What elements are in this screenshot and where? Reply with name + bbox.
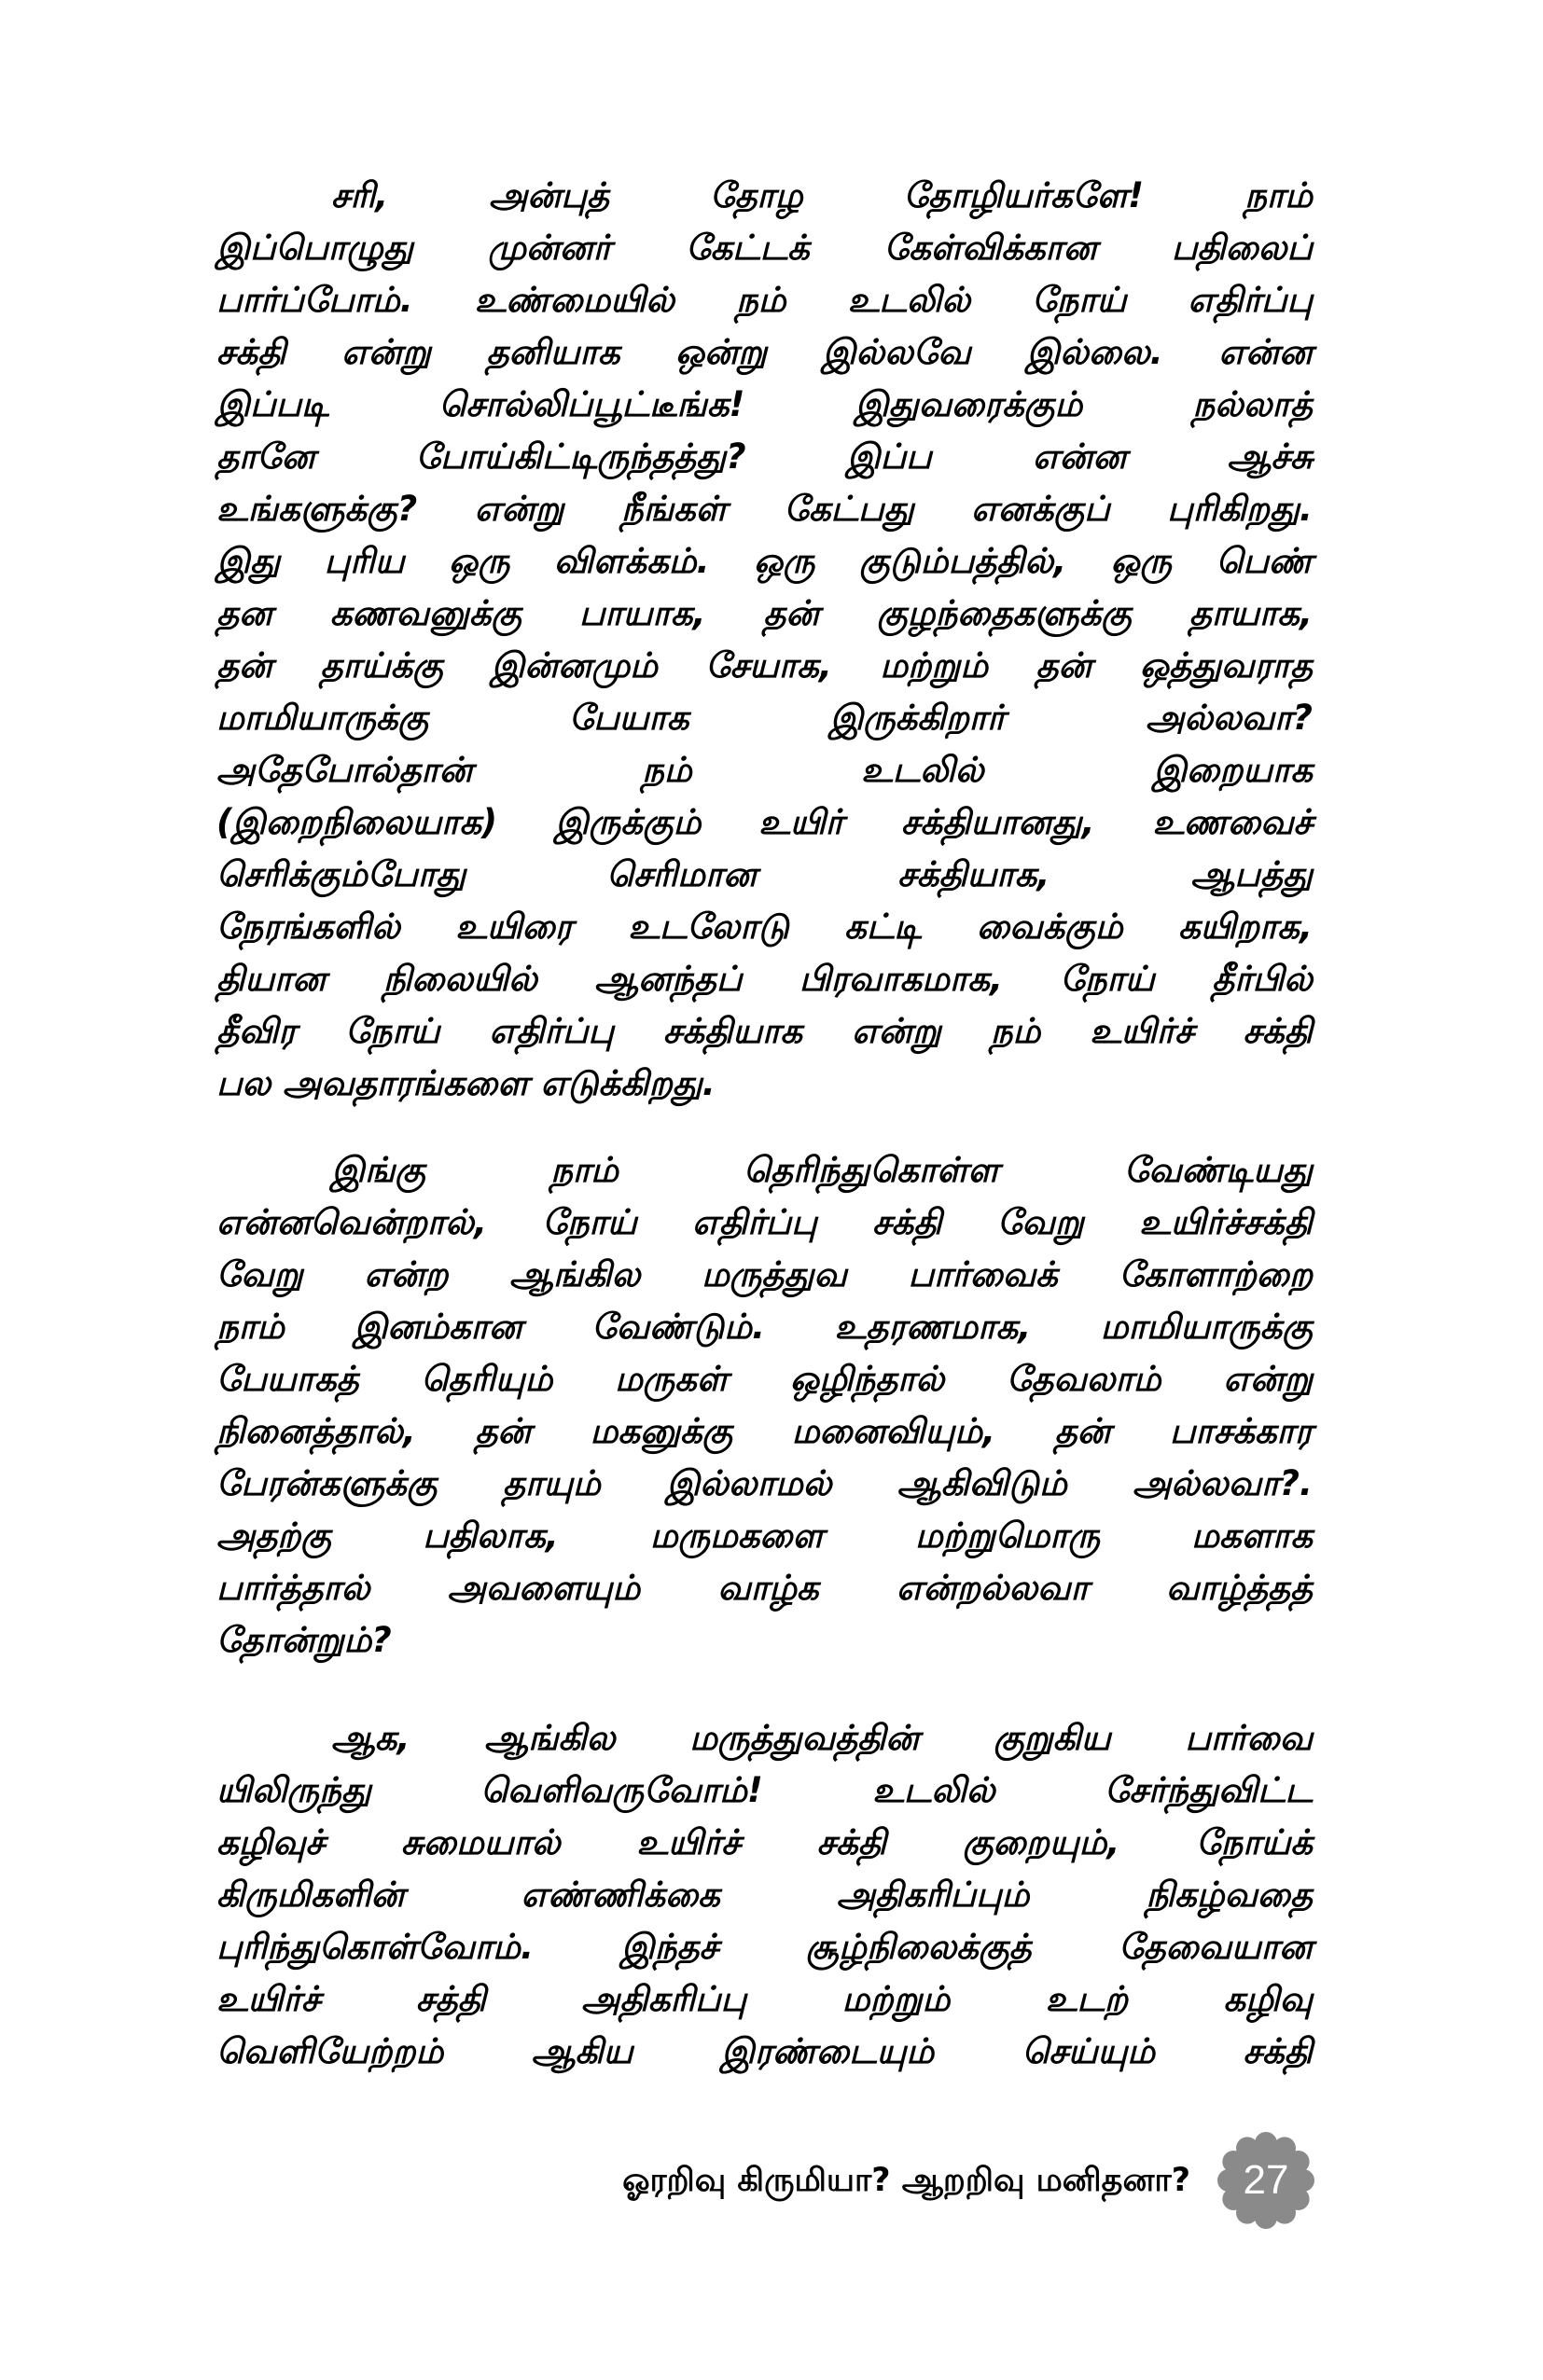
text-line: பேயாகத் தெரியும் மருகள் ஒழிந்தால் தேவலாம் என்று bbox=[216, 1359, 1313, 1399]
text-line: புரிந்துகொள்வோம். இந்தச் சூழ்நிலைக்குத் தேவையான bbox=[216, 1927, 1313, 1967]
text-line: பல அவதாரங்களை எடுக்கிறது. bbox=[216, 1063, 716, 1103]
text-line: தன் தாய்க்கு இன்னமும் சேயாக, மற்றும் தன் ஒத்துவராத bbox=[216, 645, 1313, 685]
text-line: இப்பொழுது முன்னர் கேட்டக் கேள்விக்கான பதிலைப் bbox=[216, 228, 1313, 268]
text-line: தோன்றும்? bbox=[216, 1620, 392, 1660]
text-line: நாம் இனம்கான வேண்டும். உதரணமாக, மாமியாருக்கு bbox=[216, 1307, 1313, 1347]
text-line: பார்த்தால் அவளையும் வாழ்க என்றல்லவா வாழ்த்தத் bbox=[216, 1568, 1313, 1608]
text-line: கழிவுச் சுமையால் உயிர்ச் சக்தி குறையும், நோய்க் bbox=[216, 1822, 1313, 1862]
text-line: பார்ப்போம். உண்மையில் நம் உடலில் நோய் எதிர்ப்பு bbox=[216, 280, 1313, 320]
paragraph-1 bbox=[216, 170, 1313, 1110]
book-title: ஓரறிவு கிருமியா? ஆறறிவு மனிதனா? bbox=[622, 2162, 1190, 2199]
text-line: கிருமிகளின் எண்ணிக்கை அதிகரிப்பும் நிகழ்வதை bbox=[216, 1875, 1313, 1915]
page-number: 27 bbox=[1243, 2157, 1289, 2203]
text-line: நினைத்தால், தன் மகனுக்கு மனைவியும், தன் பாசக்கார bbox=[216, 1411, 1313, 1451]
text-line: உயிர்ச் சத்தி அதிகரிப்பு மற்றும் உடற் கழிவு bbox=[216, 1979, 1313, 2019]
text-line: (இறைநிலையாக) இருக்கும் உயிர் சக்தியானது, உணவைச் bbox=[216, 802, 1313, 842]
text-line: இப்படி சொல்லிப்பூட்டீங்க! இதுவரைக்கும் நல்லாத் bbox=[216, 384, 1313, 424]
text-line: வெளியேற்றம் ஆகிய இரண்டையும் செய்யும் சக்தி bbox=[216, 2031, 1313, 2071]
text-line: தன கணவனுக்கு பாயாக, தன் குழந்தைகளுக்கு தாயாக, bbox=[216, 593, 1313, 633]
text-line: இங்கு நாம் தெரிந்துகொள்ள வேண்டியது bbox=[331, 1150, 1313, 1190]
text-line: அதற்கு பதிலாக, மருமகளை மற்றுமொரு மகளாக bbox=[216, 1515, 1313, 1556]
text-line: சக்தி என்று தனியாக ஒன்று இல்லவே இல்லை. என்ன bbox=[216, 332, 1313, 372]
text-line: சரி, அன்புத் தோழ தோழியர்களே! நாம் bbox=[331, 175, 1313, 215]
text-line: நேரங்களில் உயிரை உடலோடு கட்டி வைக்கும் கயிறாக, bbox=[216, 906, 1313, 947]
paragraph-2 bbox=[216, 1144, 1313, 1667]
text-line: உங்களுக்கு? என்று நீங்கள் கேட்பது எனக்குப் புரிகிறது. bbox=[216, 489, 1313, 529]
text-line: செரிக்கும்போது செரிமான சக்தியாக, ஆபத்து bbox=[216, 854, 1313, 894]
text-line: அதேபோல்தான் நம் உடலில் இறையாக bbox=[216, 750, 1313, 790]
text-line: என்னவென்றால், நோய் எதிர்ப்பு சக்தி வேறு உயிர்ச்சக்தி bbox=[216, 1202, 1313, 1242]
page-footer bbox=[0, 2131, 1543, 2234]
page-number-badge bbox=[1216, 2131, 1315, 2230]
text-line: யிலிருந்து வெளிவருவோம்! உடலில் சேர்ந்துவிட்ட bbox=[216, 1770, 1313, 1810]
text-line: ஆக, ஆங்கில மருத்துவத்தின் குறுகிய பார்வை bbox=[331, 1718, 1313, 1758]
text-line: மாமியாருக்கு பேயாக இருக்கிறார் அல்லவா? bbox=[216, 698, 1313, 738]
text-line: பேரன்களுக்கு தாயும் இல்லாமல் ஆகிவிடும் அல்லவா?. bbox=[216, 1463, 1313, 1503]
text-line: தியான நிலையில் ஆனந்தப் பிரவாகமாக, நோய் தீர்பில் bbox=[216, 959, 1313, 999]
text-line: தானே போய்கிட்டிருந்தத்து? இப்ப என்ன ஆச்சு bbox=[216, 436, 1313, 477]
text-line: தீவிர நோய் எதிர்ப்பு சக்தியாக என்று நம் உயிர்ச் சக்தி bbox=[216, 1011, 1313, 1051]
text-line: வேறு என்ற ஆங்கில மருத்துவ பார்வைக் கோளாற்றை bbox=[216, 1254, 1313, 1294]
text-line: இது புரிய ஒரு விளக்கம். ஒரு குடும்பத்தில், ஒரு பெண் bbox=[216, 541, 1313, 581]
paragraph-3 bbox=[216, 1712, 1313, 2078]
